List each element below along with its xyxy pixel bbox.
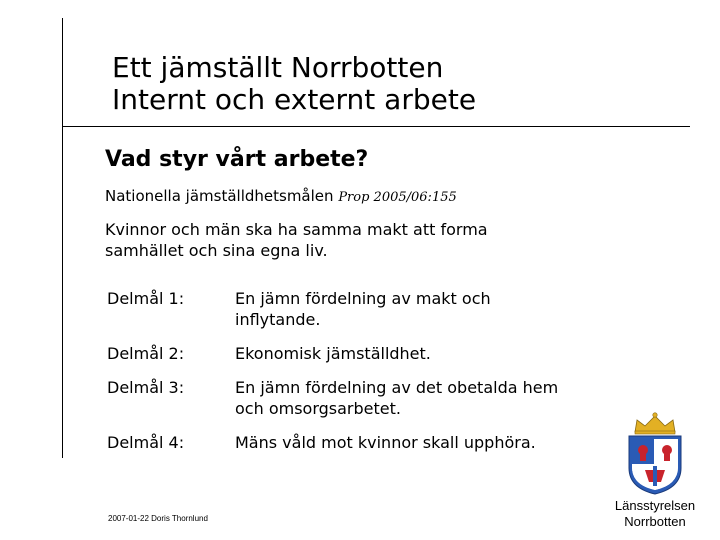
sub-goal-item (107, 432, 667, 453)
footer-date-author: 2007-01-22 Doris Thornlund (108, 514, 208, 523)
coat-of-arms-icon (623, 410, 687, 496)
sub-goal-text (235, 343, 667, 364)
main-goal-line-1: Kvinnor och män ska ha samma makt att forma (105, 220, 488, 239)
prop-reference: Prop 2005/06:155 (338, 190, 457, 205)
shield-icon (629, 436, 681, 494)
sub-goal-item (107, 288, 667, 330)
sub-goal-item (107, 343, 667, 364)
national-goals-line (105, 186, 457, 208)
sub-goals-list (107, 288, 667, 466)
sub-goal-text-line-1: En jämn fördelning av makt och (235, 289, 491, 308)
sub-goal-item (107, 377, 667, 419)
slide-title (112, 52, 476, 116)
sub-goal-label: Delmål 1: (107, 289, 185, 308)
sub-goal-text-line-2: inflytande. (235, 310, 321, 329)
lansstyrelsen-logo (600, 410, 710, 530)
national-goals-label: Nationella jämställdhetsmålen (105, 187, 334, 205)
sub-goal-label: Delmål 3: (107, 378, 185, 397)
slide-subtitle: Vad styr vårt arbete? (105, 147, 369, 172)
crown-icon (635, 413, 675, 434)
sub-goal-label: Delmål 2: (107, 344, 185, 363)
title-line-1: Ett jämställt Norrbotten (112, 51, 444, 84)
sub-goal-text-line-1: En jämn fördelning av det obetalda hem (235, 378, 559, 397)
sub-goal-label: Delmål 4: (107, 433, 185, 452)
sub-goal-text-line-1: Mäns våld mot kvinnor skall upphöra. (235, 433, 536, 452)
vertical-rule (62, 18, 63, 458)
title-line-2: Internt och externt arbete (112, 83, 477, 116)
main-goal-line-2: samhället och sina egna liv. (105, 241, 328, 260)
logo-text-line-1: Länsstyrelsen (614, 498, 696, 513)
horizontal-rule (62, 126, 690, 127)
sub-goal-text (235, 288, 667, 330)
sub-goal-text-line-1: Ekonomisk jämställdhet. (235, 344, 431, 363)
main-goal-text (105, 219, 625, 261)
sub-goal-text-line-2: och omsorgsarbetet. (235, 399, 401, 418)
logo-text-line-2: Norrbotten (624, 514, 686, 529)
